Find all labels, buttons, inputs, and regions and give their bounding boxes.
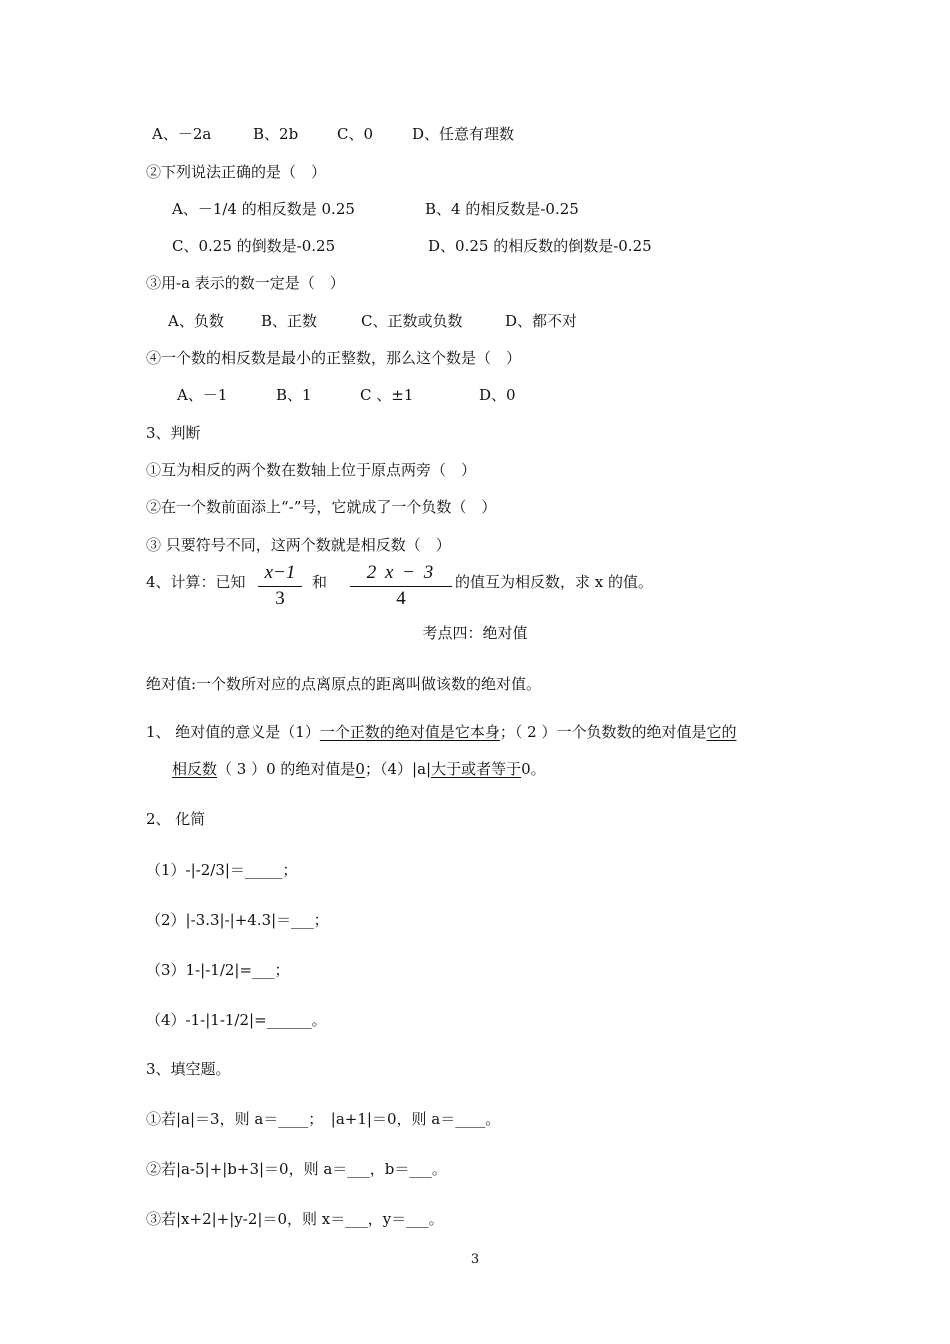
q2-stem: ②下列说法正确的是（ ） (146, 163, 327, 181)
section-title: 考点四：绝对值 (422, 624, 528, 642)
simplify-item-2: （2）|-3.3|-|+4.3|＝___； (146, 911, 329, 929)
judge-title: 3、判断 (146, 424, 201, 442)
judge-item-2: ②在一个数前面添上“-”号，它就成了一个负数（ ） (146, 498, 497, 516)
fraction-1 (258, 562, 302, 611)
calc-prefix: 4、计算：已知 (146, 573, 246, 591)
q3-choice-d: D、都不对 (505, 312, 578, 330)
fraction-2-denominator: 4 (396, 588, 406, 609)
q2-choice-a: A、－1/4 的相反数是 0.25 (172, 200, 355, 218)
simplify-item-3: （3）1-|-1/2|=___； (146, 961, 290, 979)
meaning-l2-u3: 大于或者等于 (431, 760, 522, 778)
q1-choice-b: B、2b (253, 125, 299, 143)
calc-suffix: 的值互为相反数，求 x 的值。 (455, 573, 653, 591)
q2-choice-d: D、0.25 的相反数的倒数是-0.25 (428, 237, 652, 255)
simplify-item-1: （1）-|-2/3|＝_____； (146, 861, 298, 879)
q1-choice-a: A、－2a (152, 125, 212, 143)
meaning-l2-u1: 相反数 (172, 760, 218, 778)
fill-item-3: ③若|x+2|+|y-2|＝0，则 x＝___，y＝___。 (146, 1210, 444, 1228)
fraction-2 (350, 562, 452, 611)
q1-choice-d: D、任意有理数 (412, 125, 515, 143)
fraction-1-denominator: 3 (275, 588, 285, 609)
meaning-line-2 (172, 759, 546, 779)
page-number: 3 (470, 1252, 480, 1267)
meaning-line-1 (146, 722, 736, 742)
definition-text: 绝对值:一个数所对应的点离原点的距离叫做该数的绝对值。 (146, 675, 542, 693)
fraction-2-numerator: 2 x − 3 (350, 562, 452, 587)
meaning-l1-a: 1、 绝对值的意义是（1） (146, 723, 320, 741)
meaning-l2-b: ；（4）|a| (364, 760, 432, 778)
meaning-l2-u2: 0 (355, 760, 365, 778)
q4-choice-a: A、－1 (177, 386, 228, 404)
meaning-l2-c: 0。 (521, 760, 546, 778)
q3-stem: ③用-a 表示的数一定是（ ） (146, 274, 345, 292)
q4-choice-d: D、0 (479, 386, 516, 404)
fill-item-1: ①若|a|＝3，则 a＝____； |a+1|＝0，则 a＝____。 (146, 1110, 501, 1128)
q3-choice-c: C、正数或负数 (361, 312, 463, 330)
judge-item-1: ①互为相反的两个数在数轴上位于原点两旁（ ） (146, 461, 477, 479)
q2-choice-b: B、4 的相反数是-0.25 (425, 200, 579, 218)
meaning-l1-u1: 一个正数的绝对值是它本身 (319, 723, 500, 741)
meaning-l1-b: ；（ 2 ）一个负数数的绝对值是 (499, 723, 707, 741)
q4-choice-b: B、1 (276, 386, 312, 404)
q4-stem: ④一个数的相反数是最小的正整数，那么这个数是（ ） (146, 349, 522, 367)
fill-item-2: ②若|a-5|+|b+3|＝0，则 a＝___，b＝___。 (146, 1160, 447, 1178)
fill-title: 3、填空题。 (146, 1060, 231, 1078)
calc-and: 和 (312, 573, 328, 591)
meaning-l2-a: （ 3 ）0 的绝对值是 (217, 760, 356, 778)
judge-item-3: ③ 只要符号不同，这两个数就是相反数（ ） (146, 536, 451, 554)
q1-choice-c: C、0 (337, 125, 374, 143)
simplify-title: 2、 化简 (146, 810, 206, 828)
meaning-l1-u2: 它的 (706, 723, 737, 741)
simplify-item-4: （4）-1-|1-1/2|=______。 (146, 1011, 327, 1029)
q4-choice-c: C 、±1 (360, 386, 414, 404)
q2-choice-c: C、0.25 的倒数是-0.25 (172, 237, 336, 255)
fraction-1-numerator: x−1 (258, 562, 302, 587)
q3-choice-a: A、负数 (168, 312, 224, 330)
q3-choice-b: B、正数 (261, 312, 318, 330)
